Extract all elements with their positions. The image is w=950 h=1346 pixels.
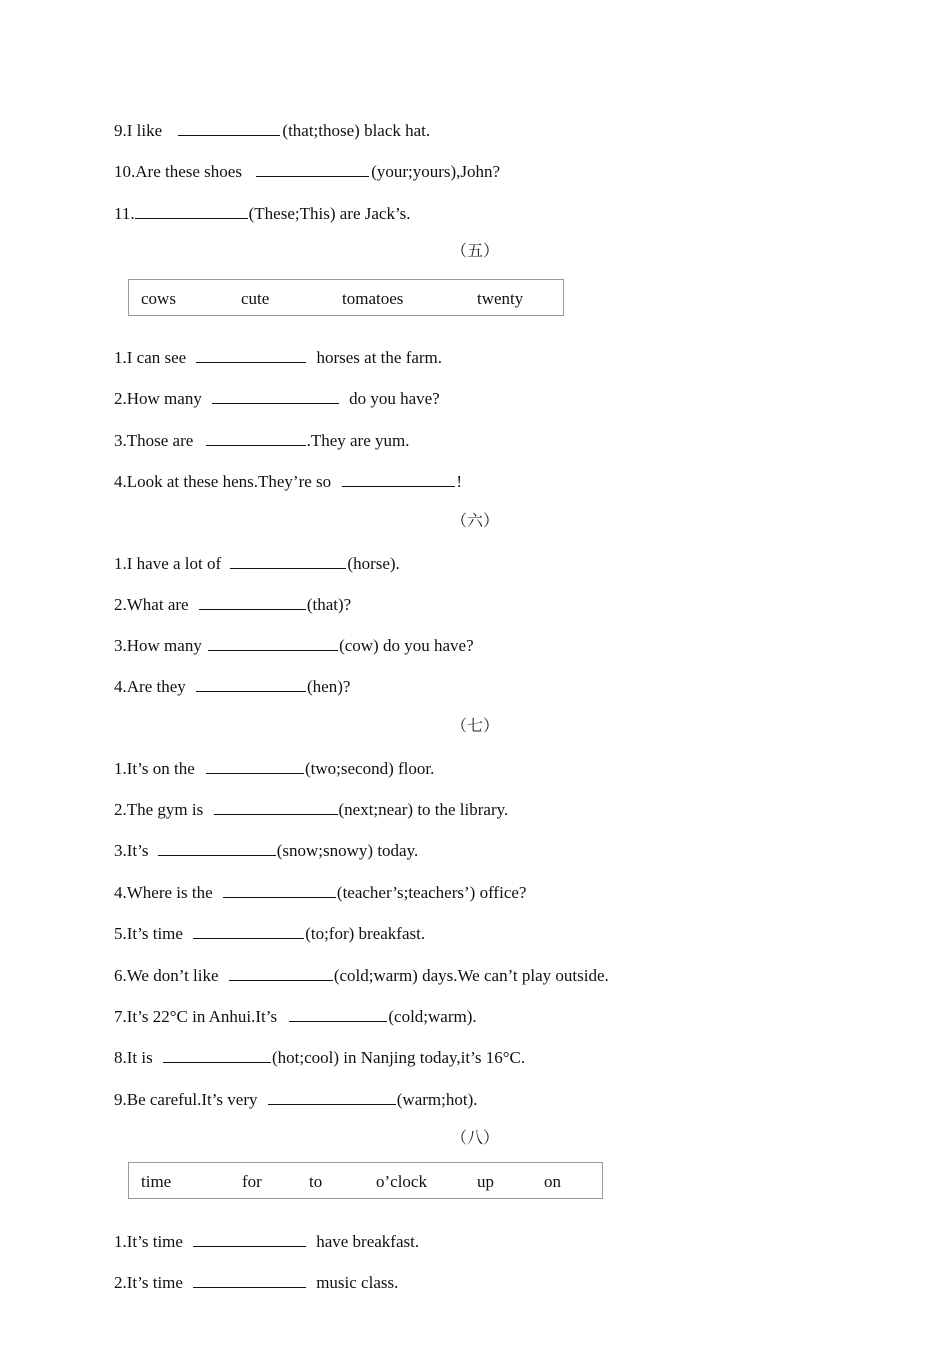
item-text-before: 2.The gym is bbox=[114, 800, 204, 819]
item-text-before: 1.I can see bbox=[114, 348, 187, 367]
answer-blank[interactable] bbox=[214, 798, 338, 815]
answer-blank[interactable] bbox=[206, 757, 304, 774]
answer-blank[interactable] bbox=[208, 634, 338, 651]
answer-blank[interactable] bbox=[193, 1271, 306, 1288]
exercise-4-11 bbox=[114, 202, 411, 224]
item-text-before: 4.Look at these hens.They’re so bbox=[114, 472, 332, 491]
word-bank-item: twenty bbox=[477, 289, 524, 308]
answer-blank[interactable] bbox=[158, 839, 276, 856]
item-text-after: music class. bbox=[316, 1273, 399, 1292]
item-text-before: 9.Be careful.It’s very bbox=[114, 1090, 258, 1109]
item-text-before: 5.It’s time bbox=[114, 924, 183, 943]
item-text-before: 4.Are they bbox=[114, 677, 186, 696]
exercise-5-2 bbox=[114, 387, 440, 409]
answer-blank[interactable] bbox=[229, 964, 333, 981]
answer-blank[interactable] bbox=[206, 429, 306, 446]
item-text-after: (to;for) breakfast. bbox=[305, 924, 426, 943]
word-bank-item: up bbox=[477, 1172, 494, 1191]
exercise-5-4 bbox=[114, 470, 462, 492]
exercise-7-5 bbox=[114, 922, 425, 944]
answer-blank[interactable] bbox=[199, 593, 306, 610]
item-text-before: 3.It’s bbox=[114, 841, 149, 860]
item-text-before: 2.It’s time bbox=[114, 1273, 183, 1292]
item-text-after: (two;second) floor. bbox=[305, 759, 435, 778]
word-bank-item: time bbox=[141, 1172, 172, 1191]
item-text-before: 3.How many bbox=[114, 636, 202, 655]
item-text-after: horses at the farm. bbox=[316, 348, 443, 367]
item-text-before: 1.It’s on the bbox=[114, 759, 195, 778]
item-text-before: 9.I like bbox=[114, 121, 163, 140]
item-text-before: 10.Are these shoes bbox=[114, 162, 242, 181]
item-text-after: (These;This) are Jack’s. bbox=[248, 204, 411, 223]
word-bank-5 bbox=[128, 279, 564, 316]
word-bank-item: on bbox=[544, 1172, 561, 1191]
exercise-7-7 bbox=[114, 1005, 477, 1027]
answer-blank[interactable] bbox=[163, 1046, 271, 1063]
exercise-6-2 bbox=[114, 593, 351, 615]
word-bank-item: cute bbox=[241, 289, 270, 308]
answer-blank[interactable] bbox=[196, 675, 306, 692]
item-text-after: (your;yours),John? bbox=[371, 162, 501, 181]
answer-blank[interactable] bbox=[193, 1230, 306, 1247]
exercise-7-9 bbox=[114, 1088, 477, 1110]
item-text-after: (that;those) black hat. bbox=[282, 121, 431, 140]
item-text-after: (that)? bbox=[306, 595, 352, 614]
answer-blank[interactable] bbox=[230, 552, 346, 569]
item-text-after: have breakfast. bbox=[316, 1232, 420, 1251]
word-bank-item: o’clock bbox=[376, 1172, 427, 1191]
item-text-after: (cold;warm). bbox=[388, 1007, 477, 1026]
item-text-before: 2.How many bbox=[114, 389, 202, 408]
item-text-after: (warm;hot). bbox=[396, 1090, 478, 1109]
item-text-after: (snow;snowy) today. bbox=[276, 841, 419, 860]
item-text-before: 11. bbox=[114, 204, 135, 223]
exercise-6-4 bbox=[114, 675, 350, 697]
exercise-8-2 bbox=[114, 1271, 398, 1293]
item-text-before: 1.I have a lot of bbox=[114, 554, 222, 573]
exercise-5-1 bbox=[114, 346, 442, 368]
item-text-after: ! bbox=[456, 472, 463, 491]
item-text-before: 1.It’s time bbox=[114, 1232, 183, 1251]
exercise-7-1 bbox=[114, 757, 434, 779]
item-text-before: 2.What are bbox=[114, 595, 189, 614]
exercise-8-1 bbox=[114, 1230, 419, 1252]
exercise-7-4 bbox=[114, 881, 526, 903]
item-text-after: (hot;cool) in Nanjing today,it’s 16°C. bbox=[271, 1048, 526, 1067]
exercise-4-9 bbox=[114, 119, 430, 141]
answer-blank[interactable] bbox=[342, 470, 455, 487]
item-text-after: .They are yum. bbox=[306, 431, 410, 450]
answer-blank[interactable] bbox=[212, 387, 339, 404]
exercise-7-3 bbox=[114, 839, 418, 861]
exercise-7-8 bbox=[114, 1046, 525, 1068]
item-text-before: 8.It is bbox=[114, 1048, 153, 1067]
item-text-after: (cow) do you have? bbox=[339, 636, 474, 655]
exercise-7-6 bbox=[114, 964, 609, 986]
answer-blank[interactable] bbox=[135, 202, 248, 219]
item-text-after: do you have? bbox=[349, 389, 440, 408]
answer-blank[interactable] bbox=[196, 346, 306, 363]
exercise-7-2 bbox=[114, 798, 508, 820]
exercise-5-3 bbox=[114, 429, 409, 451]
exercise-4-10 bbox=[114, 160, 500, 182]
item-text-before: 3.Those are bbox=[114, 431, 194, 450]
word-bank-item: cows bbox=[141, 289, 176, 308]
answer-blank[interactable] bbox=[268, 1088, 396, 1105]
item-text-before: 4.Where is the bbox=[114, 883, 213, 902]
answer-blank[interactable] bbox=[289, 1005, 387, 1022]
exercise-6-1 bbox=[114, 552, 400, 574]
answer-blank[interactable] bbox=[223, 881, 336, 898]
answer-blank[interactable] bbox=[178, 119, 280, 136]
item-text-before: 6.We don’t like bbox=[114, 966, 219, 985]
word-bank-item: tomatoes bbox=[342, 289, 404, 308]
item-text-after: (cold;warm) days.We can’t play outside. bbox=[333, 966, 609, 985]
word-bank-item: to bbox=[309, 1172, 323, 1191]
word-bank-8 bbox=[128, 1162, 603, 1199]
section-heading-8: （八） bbox=[450, 1130, 499, 1147]
item-text-before: 7.It’s 22°C in Anhui.It’s bbox=[114, 1007, 278, 1026]
exercise-6-3 bbox=[114, 634, 474, 656]
word-bank-item: for bbox=[242, 1172, 262, 1191]
section-heading-6: （六） bbox=[450, 513, 499, 530]
section-heading-5: （五） bbox=[450, 243, 499, 260]
section-heading-7: （七） bbox=[450, 718, 499, 735]
item-text-after: (teacher’s;teachers’) office? bbox=[336, 883, 527, 902]
answer-blank[interactable] bbox=[256, 160, 369, 177]
item-text-after: (next;near) to the library. bbox=[338, 800, 509, 819]
answer-blank[interactable] bbox=[193, 922, 304, 939]
item-text-after: (horse). bbox=[347, 554, 400, 573]
item-text-after: (hen)? bbox=[307, 677, 351, 696]
